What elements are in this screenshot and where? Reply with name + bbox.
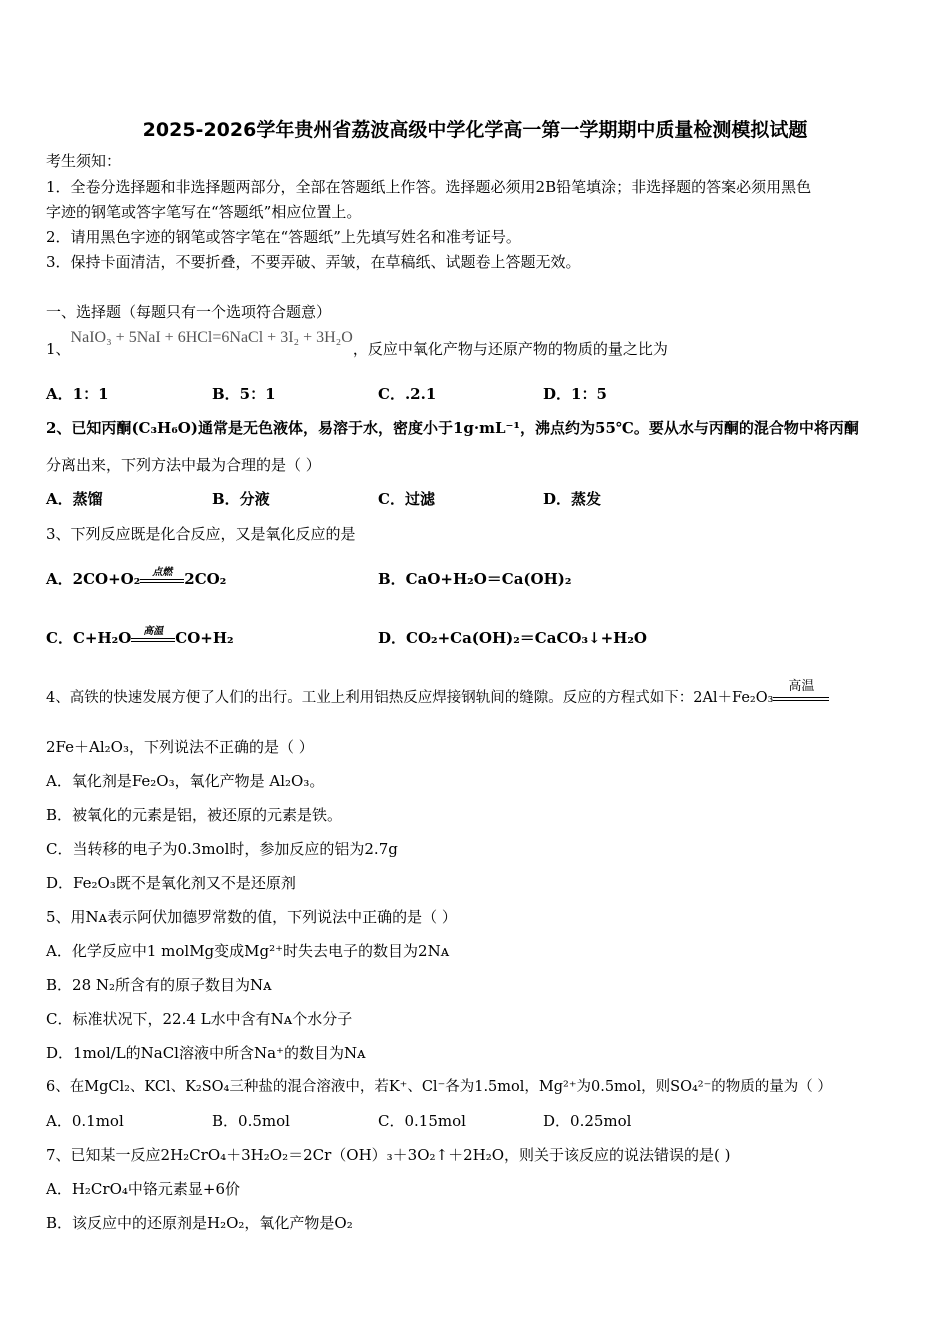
option-b: B．5：1 — [212, 385, 276, 403]
option-d: D．1mol/L的NaCl溶液中所含Na⁺的数目为Nᴀ — [46, 1044, 366, 1062]
option-c: C．0.15mol — [378, 1112, 466, 1130]
reaction-formula: NaIO₃ + 5NaI + 6HCl=6NaCl + 3I₂ + 3H₂O — [70, 329, 353, 346]
question-4-line-2: 2Fe＋Al₂O₃，下列说法不正确的是（ ） — [46, 738, 314, 756]
option-b: B．0.5mol — [212, 1112, 290, 1130]
question-5: 5、用Nᴀ表示阿伏加德罗常数的值，下列说法中正确的是（ ） — [46, 908, 457, 926]
option-b: B．被氧化的元素是铝，被还原的元素是铁。 — [46, 806, 343, 824]
reactants: C．C+H₂O — [46, 629, 132, 647]
question-2-line-2: 分离出来，下列方法中最为合理的是（ ） — [46, 456, 321, 474]
question-2-line-1: 2、已知丙酮(C₃H₆O)通常是无色液体，易溶于水，密度小于1g·mL⁻¹，沸点约为55℃。要从水与丙酮的混合物中将丙酮 — [46, 419, 859, 437]
option-b: B．分液 — [212, 490, 270, 508]
condition-mark — [140, 567, 184, 587]
option-b: B．该反应中的还原剂是H₂O₂，氧化产物是O₂ — [46, 1214, 353, 1232]
condition-label: 高温 — [788, 679, 815, 694]
question-6: 6、在MgCl₂、KCl、K₂SO₄三种盐的混合溶液中，若K⁺、Cl⁻各为1.5mol，Mg²⁺为0.5mol，则SO₄²⁻的物质的量为（ ） — [46, 1079, 832, 1095]
reactants: A．2CO+O₂ — [46, 570, 141, 588]
question-4-line-1 — [46, 679, 829, 708]
option-d: D．CO₂+Ca(OH)₂＝CaCO₃↓+H₂O — [378, 629, 647, 647]
option-a: A．氧化剂是Fe₂O₃，氧化产物是 Al₂O₃。 — [46, 772, 325, 790]
option-b: B．28 N₂所含有的原子数目为Nᴀ — [46, 976, 272, 994]
option-c — [46, 628, 234, 648]
section-heading: 一、选择题（每题只有一个选项符合题意） — [46, 303, 332, 321]
notice-line-1: 1．全卷分选择题和非选择题两部分，全部在答题纸上作答。选择题必须用2B铅笔填涂；非选择题的答案必须用黑色 — [46, 178, 812, 196]
page-title: 2025-2026学年贵州省荔波高级中学化学高一第一学期期中质量检测模拟试题 — [142, 119, 808, 141]
notice-line-2: 字迹的钢笔或答字笔写在“答题纸”相应位置上。 — [46, 203, 362, 221]
option-a: A．蒸馏 — [46, 490, 103, 508]
option-d: D．Fe₂O₃既不是氧化剂又不是还原剂 — [46, 874, 296, 892]
option-a: A．化学反应中1 molMg变成Mg²⁺时失去电子的数目为2Nᴀ — [46, 942, 450, 960]
option-d: D．蒸发 — [543, 490, 602, 508]
question-text: 4、高铁的快速发展方便了人们的出行。工业上利用铝热反应焊接钢轨间的缝隙。反应的方程式如下：2Al＋Fe₂O₃ — [46, 690, 774, 706]
option-a: A．1：1 — [46, 385, 109, 403]
notice-line-3: 2．请用黑色字迹的钢笔或答字笔在“答题纸”上先填写姓名和准考证号。 — [46, 228, 521, 246]
option-c: C．.2.1 — [378, 385, 437, 403]
option-a — [46, 569, 226, 589]
option-b: B．CaO+H₂O＝Ca(OH)₂ — [378, 570, 572, 588]
question-number: 1、 — [46, 340, 71, 358]
question-text: ，反应中氧化产物与还原产物的物质的量之比为 — [352, 340, 668, 358]
question-7: 7、已知某一反应2H₂CrO₄＋3H₂O₂＝2Cr（OH）₃＋3O₂↑＋2H₂O，则关于该反应的说法错误的是( ) — [46, 1146, 731, 1164]
option-d: D．0.25mol — [543, 1112, 632, 1130]
condition-label: 点燃 — [152, 567, 173, 578]
notice-heading: 考生须知： — [46, 152, 122, 170]
question-3: 3、下列反应既是化合反应，又是氧化反应的是 — [46, 525, 356, 543]
question-1 — [46, 329, 668, 360]
products: 2CO₂ — [184, 570, 227, 588]
option-c: C．标准状况下，22.4 L水中含有Nᴀ个水分子 — [46, 1010, 353, 1028]
option-a: A．H₂CrO₄中铬元素显+6价 — [46, 1180, 240, 1198]
condition-label: 高温 — [143, 626, 164, 637]
option-c: C．过滤 — [378, 490, 435, 508]
option-d: D．1：5 — [543, 385, 607, 403]
option-a: A．0.1mol — [46, 1112, 124, 1130]
products: CO+H₂ — [175, 629, 234, 647]
option-c: C．当转移的电子为0.3mol时，参加反应的铝为2.7g — [46, 840, 398, 858]
condition-mark — [131, 626, 175, 646]
notice-line-4: 3．保持卡面清洁，不要折叠，不要弄破、弄皱，在草稿纸、试题卷上答题无效。 — [46, 253, 581, 271]
condition-mark — [773, 679, 829, 705]
